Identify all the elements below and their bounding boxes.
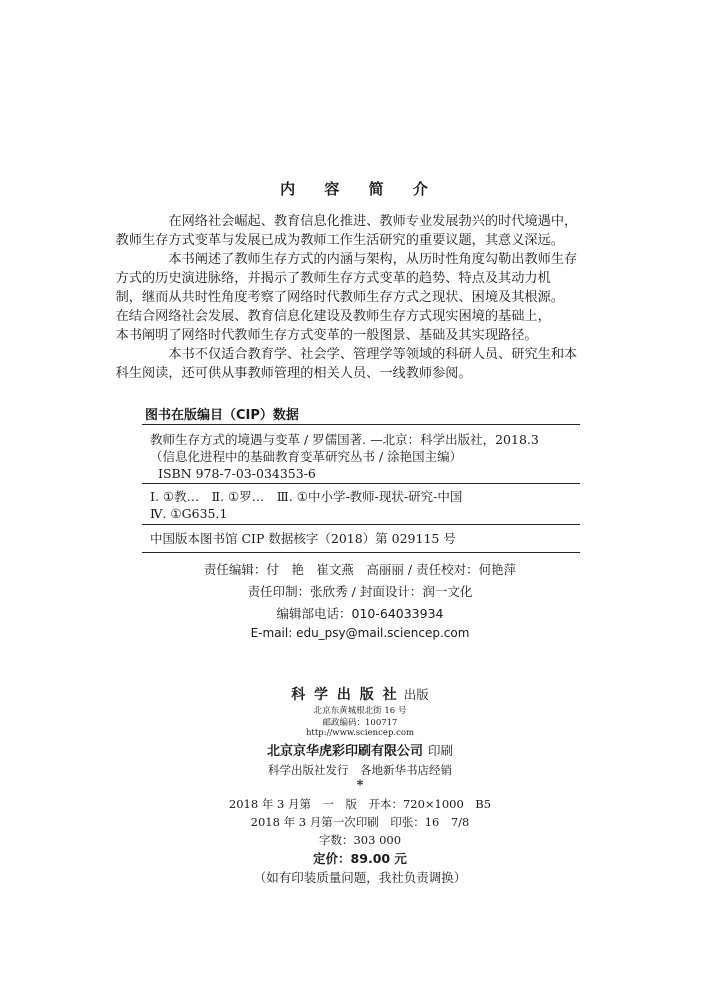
- editorial-phone: 编辑部电话：010-64033934: [276, 606, 444, 621]
- cip-rule-mid: [142, 483, 580, 484]
- text-line: 本书阐明了网络时代教师生存方式变革的一般图景、基础及其实现路径。: [115, 328, 538, 343]
- quality-notice: （如有印装质量问题，我社负责调换）: [253, 870, 467, 885]
- intro-paragraph-2: [115, 250, 582, 345]
- cip-line: ISBN 978-7-03-034353-6: [158, 466, 316, 481]
- printer-line: [0, 740, 720, 759]
- distribution: 科学出版社发行 各地新华书店经销: [268, 763, 452, 777]
- publisher-address: 北京东黄城根北街 16 号: [313, 706, 407, 716]
- printing-info: 2018 年 3 月第一次印刷 印张：16 7/8: [250, 815, 470, 829]
- separator-star: *: [356, 778, 364, 793]
- text-line: 教师生存方式变革与发展已成为教师工作生活研究的重要议题，其意义深远。: [115, 233, 564, 248]
- cip-line: Ⅰ. ①教… Ⅱ. ①罗… Ⅲ. ①中小学-教师-现状-研究-中国: [150, 489, 463, 504]
- text-line: 在结合网络社会发展、教育信息化建设及教师生存方式现实困境的基础上，: [115, 309, 551, 324]
- text-line: 制，继而从共时性角度考察了网络时代教师生存方式之现状、困境及其根源。: [115, 290, 564, 305]
- cip-rule-low: [142, 524, 580, 525]
- cip-verify: 中国版本图书馆 CIP 数据核字（2018）第 029115 号: [150, 531, 456, 546]
- printer-name: 北京京华虎彩印刷有限公司: [266, 744, 423, 759]
- editor-credits: 责任编辑：付 艳 崔文燕 高丽丽 / 责任校对：何艳萍: [203, 562, 517, 577]
- text-line: 本书不仅适合教育学、社会学、管理学等领域的科研人员、研究生和本: [168, 347, 578, 362]
- publisher-postcode: 邮政编码：100717: [322, 718, 398, 728]
- text-line: 科生阅读，还可供从事教师管理的相关人员、一线教师参阅。: [115, 366, 472, 381]
- cip-record: [150, 431, 539, 482]
- cip-rule-bottom: [142, 552, 580, 553]
- cip-heading: 图书在版编目（CIP）数据: [145, 408, 299, 423]
- cip-line: 教师生存方式的境遇与变革 / 罗儒国著. —北京：科学出版社，2018.3: [150, 432, 539, 447]
- cip-line: （信息化进程中的基础教育变革研究丛书 / 涂艳国主编）: [150, 449, 463, 464]
- intro-paragraph-3: [115, 345, 582, 383]
- production-credits: 责任印制：张欣秀 / 封面设计：润一文化: [247, 584, 473, 599]
- printer-suffix: 印刷: [428, 743, 454, 758]
- word-count: 字数：303 000: [318, 833, 402, 847]
- intro-paragraph-1: [115, 212, 582, 250]
- publisher-logo-text: 科 学 出 版 社: [291, 687, 399, 703]
- text-line: 本书阐述了教师生存方式的内涵与架构，从历时性角度勾勒出教师生存: [168, 252, 578, 267]
- cip-classification: [150, 488, 462, 522]
- text-line: 在网络社会崛起、教育信息化推进、教师专业发展勃兴的时代境遇中，: [168, 214, 578, 229]
- editorial-email: E-mail: edu_psy@mail.sciencep.com: [250, 626, 470, 640]
- cip-line: Ⅳ. ①G635.1: [150, 506, 228, 521]
- edition-info: 2018 年 3 月第 一 版 开本：720×1000 B5: [228, 797, 492, 811]
- publisher-line: [0, 684, 720, 704]
- text-line: 方式的历史演进脉络，并揭示了教师生存方式变革的趋势、特点及其动力机: [115, 271, 551, 286]
- price: 定价：89.00 元: [313, 851, 407, 866]
- intro-title: 内 容 简 介: [280, 180, 440, 198]
- publisher-suffix: 出版: [403, 687, 429, 702]
- cip-rule-top: [142, 424, 580, 425]
- publisher-website: http://www.sciencep.com: [305, 728, 415, 738]
